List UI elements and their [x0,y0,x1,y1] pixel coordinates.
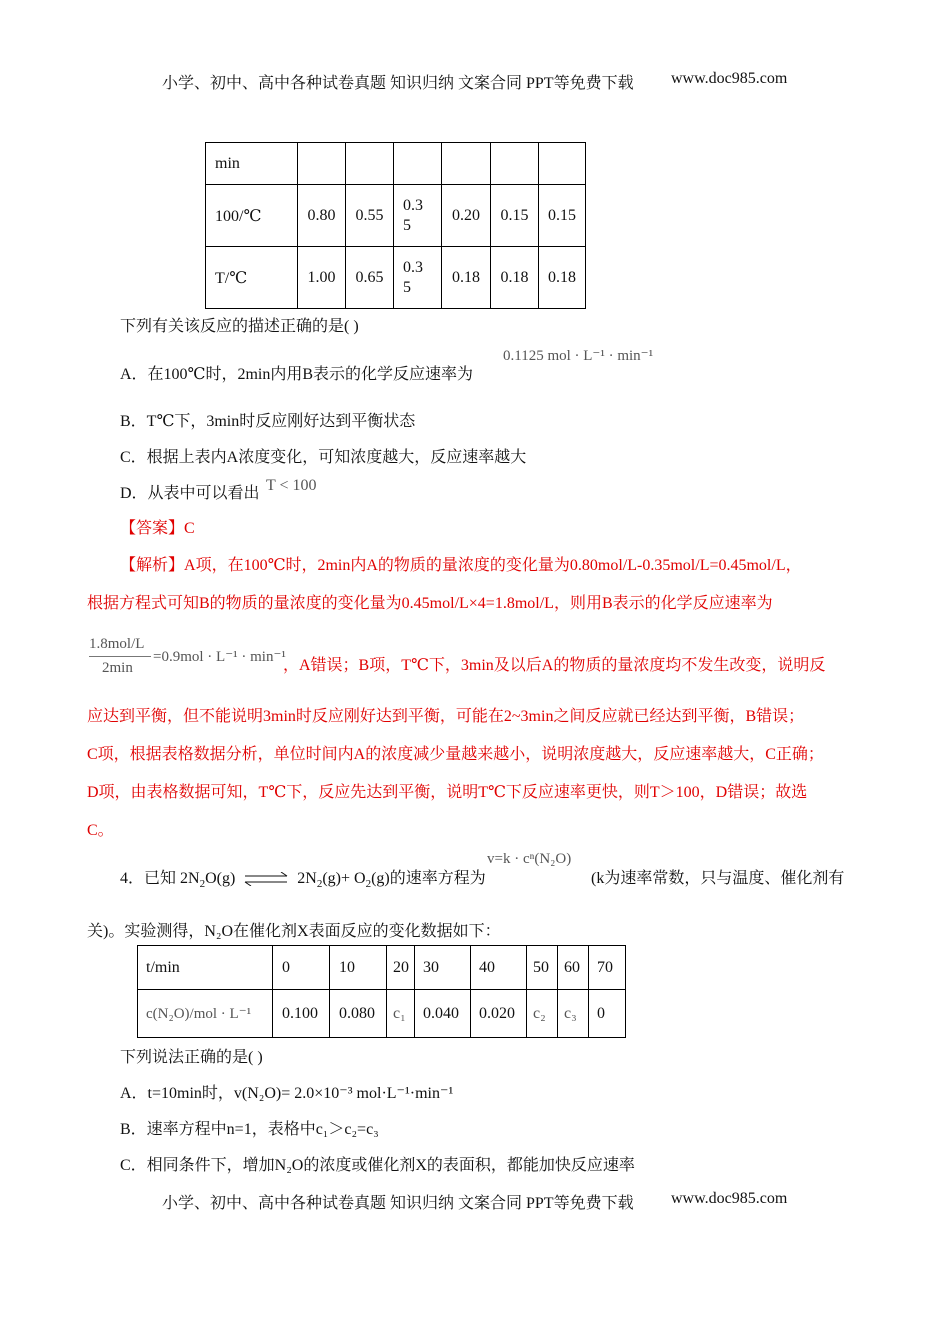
table-cell: 0.80 [298,185,346,247]
table-cell: 70 [589,946,626,990]
q4-text: (g)的速率方程为 [371,870,486,887]
table-cell: 0.15 [539,185,586,247]
option-b: B．T℃下，3min时反应刚好达到平衡状态 [120,413,416,430]
q4-line-1-tail: (k为速率常数，只与温度、催化剂有 [591,870,845,887]
analysis-line-3: ，A错误；B项，T℃下，3min及以后A的物质的量浓度均不发生改变，说明反 [283,657,826,674]
q4-line-2: 关)。实验测得，N₂O在催化剂X表面反应的变化数据如下： [87,923,501,940]
reaction-table-1 [205,142,586,309]
table-cell: c₁ [387,990,415,1038]
analysis-line-1 [120,552,802,575]
q4-sub: 2 [365,878,372,891]
q4-stem: 下列说法正确的是( ) [120,1049,263,1066]
table-cell: 30 [415,946,471,990]
fraction-numerator: 1.8mol/L [89,636,145,652]
table-cell: T/℃ [206,247,298,309]
q4-sub: 2 [199,878,206,891]
q4-option-a: A．t=10min时，v(N₂O)= 2.0×10⁻³ mol·L⁻¹·min⁻¹ [120,1085,454,1102]
table-cell: c(N₂O)/mol · L⁻¹ [138,990,273,1038]
answer-label: 【答案】 [120,520,185,537]
table-cell: 40 [471,946,527,990]
analysis-line-2: 根据方程式可知B的物质的量浓度的变化量为0.45mol/L×4=1.8mol/L，则用B表示的化学反应速率为 [87,595,773,612]
table-cell: 0.65 [346,247,394,309]
table-cell: 60 [558,946,589,990]
n2o-data-table [137,945,626,1038]
q4-text: O(g) [205,870,236,887]
rate-equation: v=k · cⁿ(N₂O) [487,851,572,867]
table-row [138,946,626,990]
option-d-formula: T < 100 [266,477,317,494]
fraction-result: =0.9mol · L⁻¹ · min⁻¹ [153,649,286,665]
page-footer-text: 小学、初中、高中各种试卷真题 知识归纳 文案合同 PPT等免费下载 [162,1195,634,1212]
table-cell: t/min [138,946,273,990]
analysis-line-7: C。 [87,822,114,839]
answer-value: C [184,520,195,537]
table-cell [298,143,346,185]
question-stem: 下列有关该反应的描述正确的是( ) [120,318,359,335]
table-cell: 0.18 [539,247,586,309]
table-cell [491,143,539,185]
fraction-denominator: 2min [102,660,133,676]
page-header-text: 小学、初中、高中各种试卷真题 知识归纳 文案合同 PPT等免费下载 [162,75,634,92]
equilibrium-arrow-icon [243,872,289,886]
table-cell: c₂ [527,990,558,1038]
table-row [206,185,586,247]
table-cell: 1.00 [298,247,346,309]
option-a: A．在100℃时，2min内用B表示的化学反应速率为 [120,366,474,383]
q4-option-c: C．相同条件下，增加N₂O的浓度或催化剂X的表面积，都能加快反应速率 [120,1157,635,1174]
table-cell: 0.18 [491,247,539,309]
option-c: C．根据上表内A浓度变化，可知浓度越大，反应速率越大 [120,449,527,466]
analysis-line-4: 应达到平衡，但不能说明3min时反应刚好达到平衡，可能在2~3min之间反应就已经达到平衡，B错误； [87,708,805,725]
table-cell: c₃ [558,990,589,1038]
option-d: D．从表中可以看出 [120,485,260,502]
table-cell: 0.3 5 [394,185,442,247]
table-cell: 0.020 [471,990,527,1038]
table-cell: min [206,143,298,185]
table-row [206,143,586,185]
table-cell: 20 [387,946,415,990]
table-cell: 0.040 [415,990,471,1038]
table-row [206,247,586,309]
table-cell: 0.080 [330,990,387,1038]
analysis-line-5: C项，根据表格数据分析，单位时间内A的浓度减少量越来越小，说明浓度越大，反应速率越大，C正确； [87,746,824,763]
answer-line [120,515,195,538]
q4-sub: 2 [316,878,323,891]
table-cell: 0.20 [442,185,491,247]
table-cell: 0.3 5 [394,247,442,309]
analysis-text: A项，在100℃时，2min内A的物质的量浓度的变化量为0.80mol/L-0.35mol/L=0.45mol/L， [184,557,802,574]
table-cell: 50 [527,946,558,990]
fraction-bar [89,656,151,657]
table-cell: 10 [330,946,387,990]
table-cell: 100/℃ [206,185,298,247]
analysis-line-6: D项，由表格数据可知，T℃下，反应先达到平衡，说明T℃下反应速率更快，则T＞100，D错误；故选 [87,784,808,801]
table-cell [539,143,586,185]
table-cell [346,143,394,185]
q4-text: 4．已知 2N [120,870,200,887]
table-cell: 0.100 [273,990,330,1038]
analysis-label: 【解析】 [120,557,185,574]
table-cell [394,143,442,185]
table-cell [442,143,491,185]
page-header-url[interactable]: www.doc985.com [671,70,788,87]
page-footer-url[interactable]: www.doc985.com [671,1190,788,1207]
table-row [138,990,626,1038]
option-a-formula: 0.1125 mol · L⁻¹ · min⁻¹ [503,348,654,364]
table-cell: 0 [589,990,626,1038]
q4-text: 2N [297,870,317,887]
table-cell: 0.55 [346,185,394,247]
table-cell: 0.15 [491,185,539,247]
table-cell: 0.18 [442,247,491,309]
q4-text: (g)+ O [322,870,366,887]
q4-option-b: B．速率方程中n=1，表格中c₁＞c₂=c₃ [120,1121,379,1138]
table-cell: 0 [273,946,330,990]
q4-line-1 [120,865,486,890]
